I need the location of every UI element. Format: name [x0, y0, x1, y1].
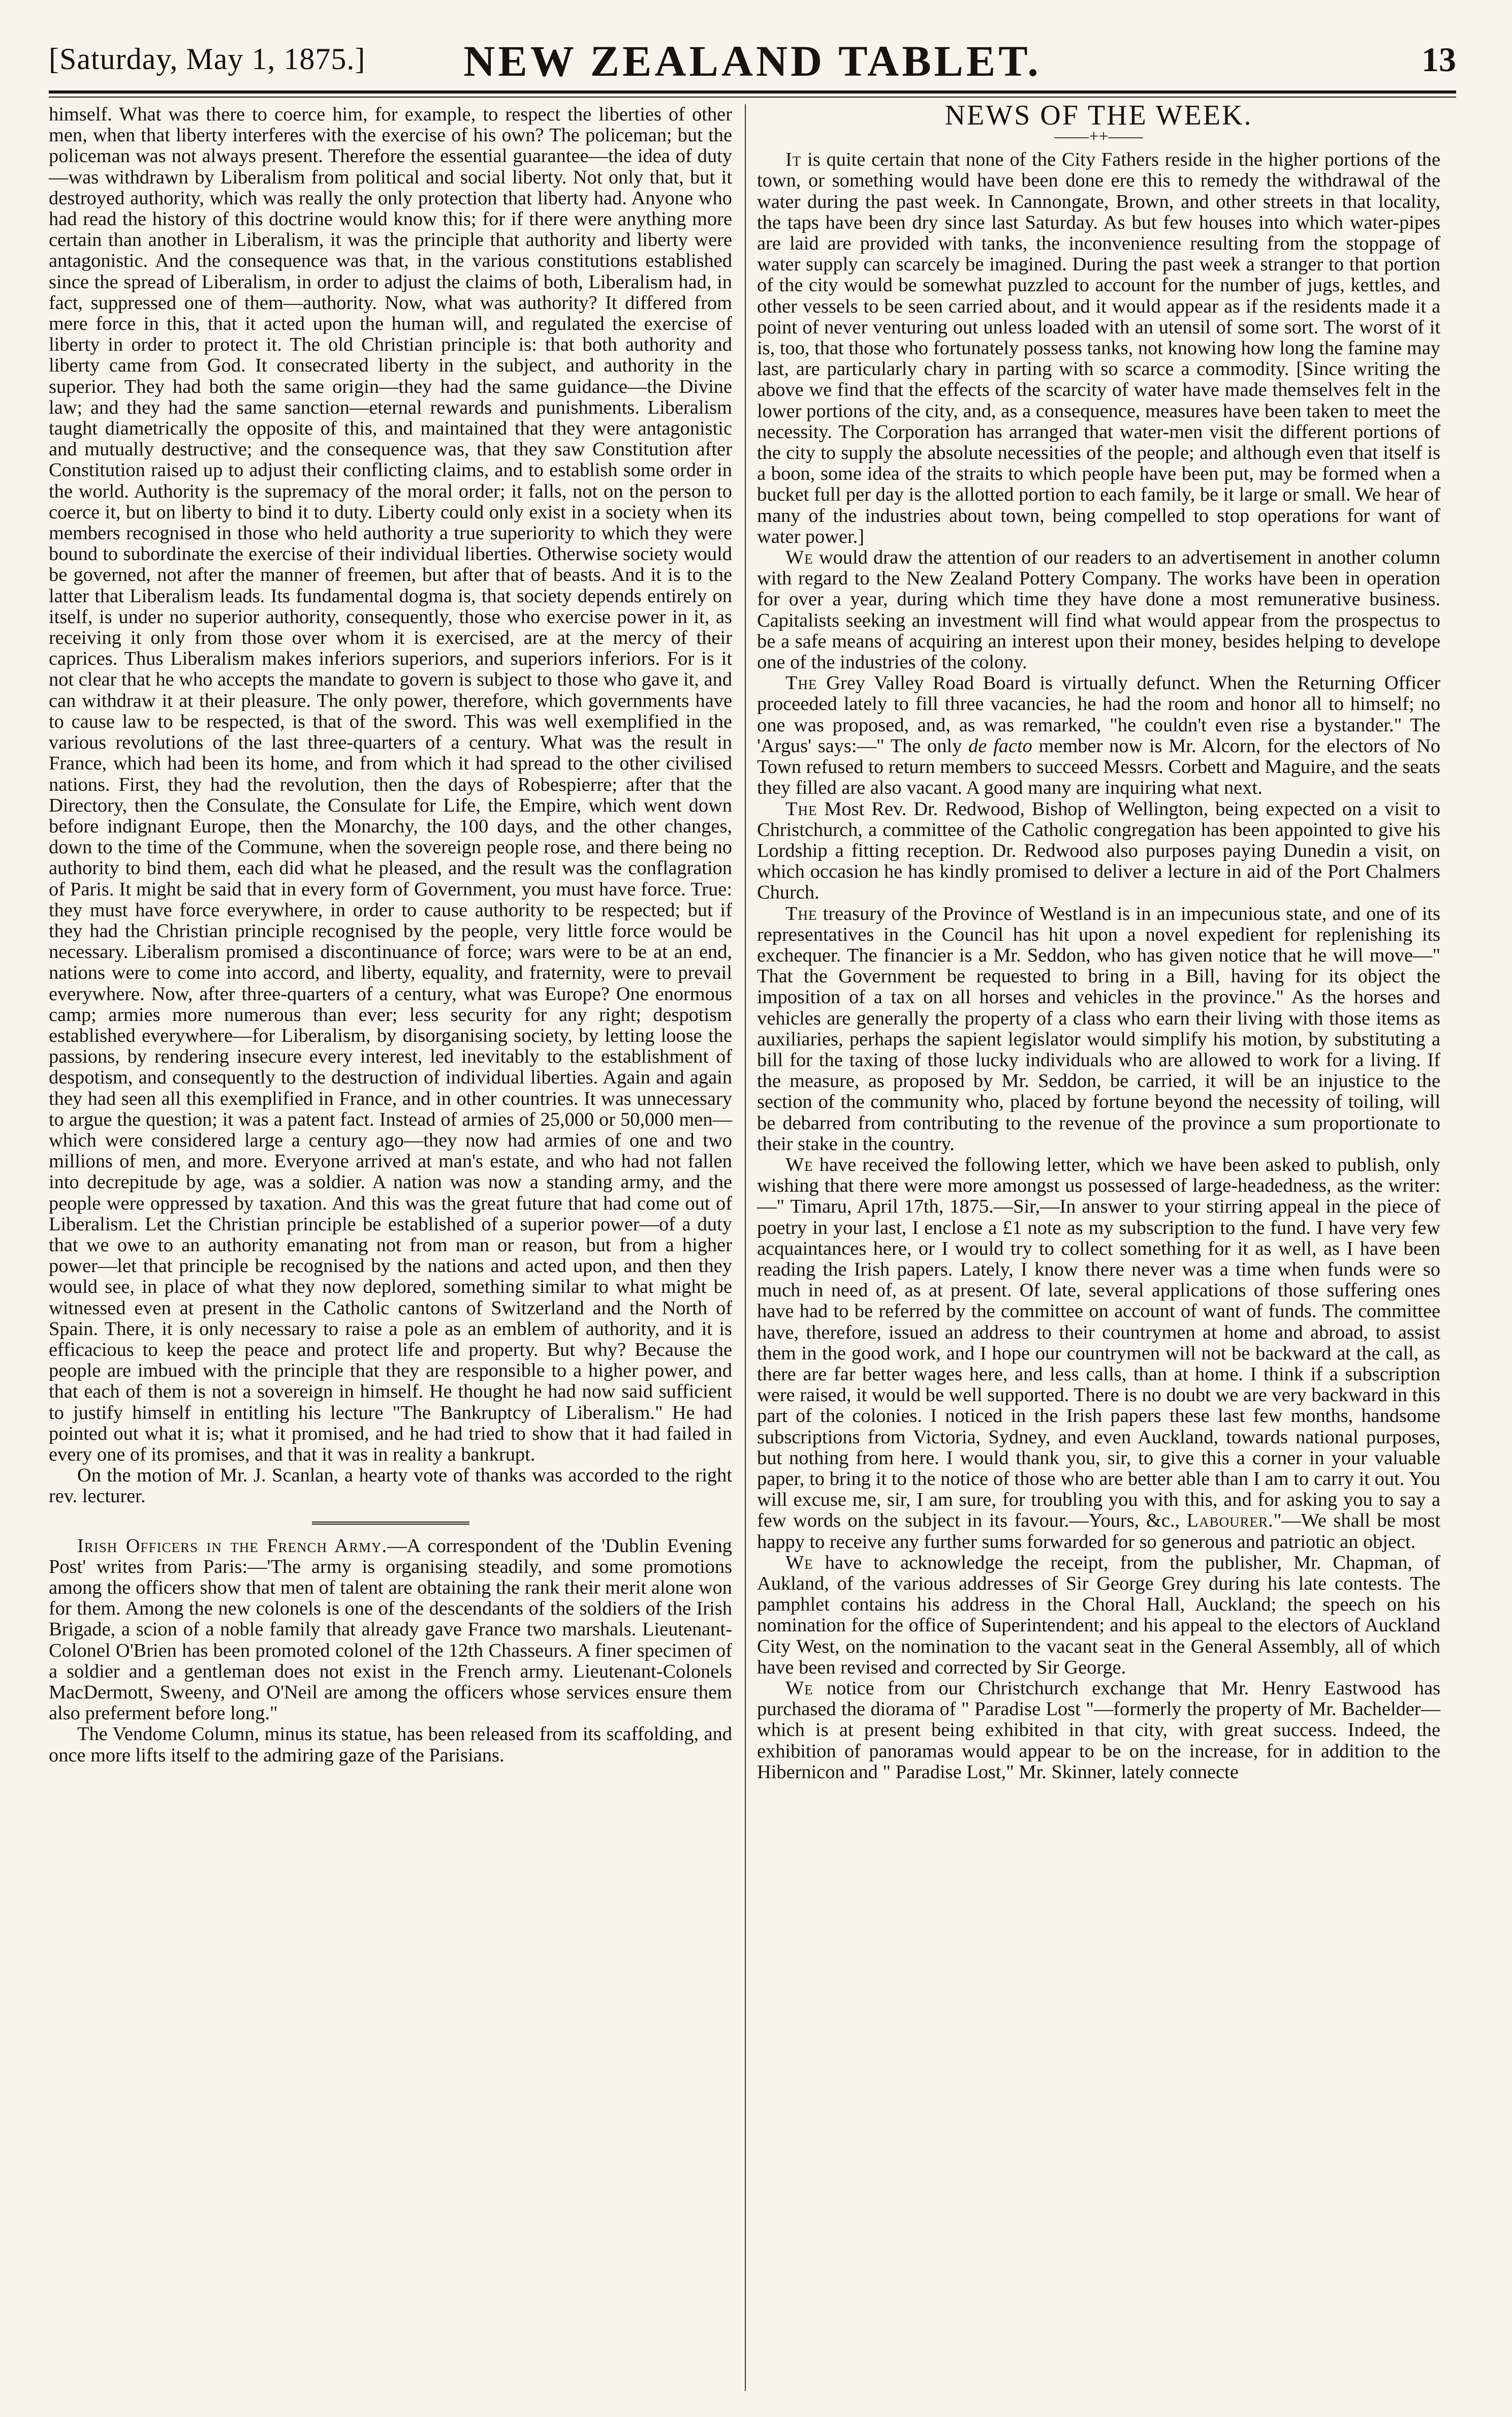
paragraph-italic: de facto — [968, 735, 1032, 757]
newspaper-title: NEW ZEALAND TABLET. — [463, 37, 1042, 85]
masthead — [49, 36, 1456, 97]
irish-officers-heading: Irish Officers in the French Army. — [77, 1535, 388, 1557]
paragraph-text: member now is Mr. Alcorn, for the electors of No Town refused to return members to succeed Messrs. Corbett and Maguire, and the seats they filled are also vacant. A good many are inquiring what next. — [757, 735, 1440, 799]
pottery-company-paragraph — [757, 547, 1440, 673]
lead-word: It — [785, 149, 802, 171]
section-divider — [312, 1522, 469, 1525]
paragraph-text: "—We shall be most happy to receive any further sums forwarded for so generous and patriotic an object. — [757, 1510, 1440, 1553]
lead-word: We — [785, 1154, 813, 1175]
lead-word: The — [785, 903, 817, 924]
masthead-rule — [49, 90, 1456, 94]
lead-word: We — [785, 1552, 813, 1573]
paragraph-text: Most Rev. Dr. Redwood, Bishop of Wellington, being expected on a visit to Christchurch, a committee of the Catholic congregation has been appointed to give his Lordship a fitting reception. Dr. Redwood also purposes paying Dunedin a visit, on which occasion he has kindly promised to deliver a lecture in aid of the Port Chalmers Church. — [757, 798, 1440, 904]
paragraph-text: would draw the attention of our readers to an advertisement in another column with regard to the New Zealand Pottery Company. The works have been in operation for over a year, during which time they have done a most remunerative business. Capitalists seeking an investment will find what would appear from the prospectus to be a safe means of acquiring an interest upon their money, besides helping to develope one of the industries of the colony. — [757, 547, 1440, 673]
paragraph-text: notice from our Christchurch exchange that Mr. Henry Eastwood has purchased the diorama of " Paradise Lost "—formerly the property of Mr. Bachelder— which is at present being exhibited in that city, with great success. Indeed, the exhibition of panoramas would appear to be on the increase, for in addition to the Hibernicon and " Paradise Lost," Mr. Skinner, lately connecte — [757, 1678, 1440, 1783]
paragraph-text: have to acknowledge the receipt, from the publisher, Mr. Chapman, of Aukland, of the various addresses of Sir George Grey during his late contests. The pamphlet contains his address in the Choral Hall, Auckland; the speech on his nomination for the office of Superintendent; and his appeal to the electors of Auckland City West, on the nomination to the vacant seat in the General Assembly, all of which have been revised and corrected by Sir George. — [757, 1552, 1440, 1678]
paradise-lost-diorama-paragraph — [757, 1678, 1440, 1783]
bishop-redwood-paragraph — [757, 799, 1440, 904]
paragraph-text: Grey Valley Road Board is virtually defunct. When the Returning Officer proceeded lately to fill three vacancies, he had the room and honor all to himself; no one was proposed, and, as was remarked, "he couldn't even rise a bystander." The 'Argus' says:—" The only — [757, 672, 1440, 757]
lead-word: We — [785, 547, 813, 569]
news-of-the-week-heading: NEWS OF THE WEEK. — [944, 100, 1253, 131]
vendome-column-paragraph: The Vendome Column, minus its statue, has been released from its scaffolding, and once more lifts itself to the admiring gaze of the Parisians. — [49, 1723, 732, 1766]
lead-word: The — [785, 672, 817, 694]
grey-valley-paragraph — [757, 673, 1440, 798]
timaru-letter-paragraph — [757, 1155, 1440, 1553]
irish-officers-paragraph — [49, 1536, 732, 1724]
chapman-pamphlet-paragraph — [757, 1553, 1440, 1678]
left-column — [49, 104, 732, 1766]
lecture-conclusion-paragraph: himself. What was there to coerce him, for example, to respect the liberties of other men, when that liberty interferes with the exercise of his own? The policeman; but the policeman was not always present. Therefore the essential guarantee—the idea of duty—was withdrawn by Liberalism from political and social liberty. Not only that, but it destroyed authority, which was really the only protection that liberty had. Anyone who had read the history of this doctrine would know this; for if there were anything more certain than another in Liberalism, it was the principle that authority and liberty were antagonistic. And the consequence was that, in the various constitutions established since the spread of Liberalism, in order to adjust the claims of both, Liberalism had, in fact, suppressed one of them—authority. Now, what was authority? It differed from mere force in this, that it acted upon the human will, and regulated the exercise of liberty in order to protect it. The old Christian principle is: that both authority and liberty came from God. It consecrated liberty in the subject, and authority in the superior. They had both the same origin—they had the same guidance—the Divine law; and they had the same sanction—eternal rewards and punishments. Liberalism taught diametrically the opposite of this, and maintained that they were antagonistic and mutually destructive; and the consequence was, that they saw Constitution after Constitution raised up to adjust their conflicting claims, and to establish some order in the world. Authority is the supremacy of the moral order; it falls, not on the person to coerce it, but on liberty to bind it to duty. Liberty could only exist in a society when its members recognised in those who held authority a true superiority to which they were bound to subordinate the exercise of their individual liberties. Otherwise society would be governed, not after the manner of freemen, but after that of beasts. And it is to the latter that Liberalism leads. Its fundamental dogma is, that society depends entirely on itself, is under no superior authority, consequently, those who exercise power in it, as receiving it only from those over whom it is exercised, are at the mercy of their caprices. Thus Liberalism makes inferiors superiors, and superiors inferiors. For is it not clear that he who accepts the mandate to govern is subject to those who gave it, and can withdraw it at their pleasure. The only power, therefore, which governments have to cause law to be respected, is that of the sword. This was well exemplified in the various revolutions of the last three-quarters of a century. What was the result in France, which had been its home, and from which it had spread to the other civilised nations. First, they had the revolution, then the days of Robespierre; after that the Directory, then the Consulate, the Consulate for Life, the Empire, which went down before indignant Europe, then the Monarchy, the 100 days, and the other changes, down to the time of the Commune, when the sovereign people rose, and there being no authority to bind them, each did what he pleased, and the result was the conflagration of Paris. It might be said that in every form of Government, you must have force. True: they must have force everywhere, in order to cause authority to be respected; but if they had the Christian principle recognised by the people, very little force would be necessary. Liberalism promised a discontinuance of force; wars were to be at an end, nations were to come into accord, and liberty, equality, and fraternity, were to prevail everywhere. Now, after three-quarters of a century, what was Europe? One enormous camp; armies more numerous than ever; less security for any right; despotism established everywhere—for Liberalism, by disorganising society, by letting loose the passions, by rendering insecure every interest, led inevitably to the establishment of despotism, and consequently to the destruction of individual liberties. Again and again they had seen all this exemplified in France, and in other countries. It was unnecessary to argue the question; it was a patent fact. Instead of armies of 25,000 or 50,000 men—which were considered large a century ago—they now had armies of one and two millions of men, and more. Everyone arrived at man's estate, and who had not fallen into decrepitude by age, was a soldier. A nation was now a standing army, and the people were oppressed by taxation. And this was the great future that had come out of Liberalism. Let the Christian principle be established of a superior power—of a duty that we owe to an authority emanating not from man or reason, but from a higher power—let that principle be recognised by the nations and acted upon, and then they would see, in place of what they now deplored, something similar to what might be witnessed even at present in the Catholic cantons of Switzerland and the North of Spain. There, it is only necessary to raise a pole as an emblem of authority, and it is efficacious to keep the peace and protect life and property. But why? Because the people are imbued with the principle that they are responsible to a higher power, and that each of them is not a sovereign in himself. He thought he had now said sufficient to justify himself in entitling his lecture "The Bankruptcy of Liberalism." He had pointed out what it is; what it promised, and he had tried to show that it had failed in every one of its promises, and that it was in reality a bankrupt. — [49, 104, 732, 1465]
lead-word: The — [785, 798, 817, 820]
masthead-rule-thin — [49, 97, 1456, 98]
irish-officers-body: —A correspondent of the 'Dublin Evening Post' writes from Paris:—'The army is organising steadily, and some promotions among the officers show that men of talent are obtaining the rank their merit alone won for them. Among the new colonels is one of the descendants of the soldiers of the Irish Brigade, a scion of a noble family that already gave France two marshals. Lieutenant-Colonel O'Brien has been promoted colonel of the 12th Chasseurs. A finer specimen of a soldier and a gentleman does not exist in the French army. Lieutenant-Colonels MacDermott, Sweeny, and O'Neil are among the officers whose services ensure them also preferment before long." — [49, 1535, 732, 1724]
paragraph-text: treasury of the Province of Westland is in an impecunious state, and one of its representatives in the Council has hit upon a novel expedient for replenishing its exchequer. The financier is a Mr. Seddon, who has given notice that he will move—" That the Government be requested to bring in a Bill, having for its object the imposition of a tax on all horses and vehicles in the province." As the horses and vehicles are generally the property of a class who earn their living with those items as auxiliaries, perhaps the sapient legislator would simplify his motion, by substituting a bill for the taxing of those lucky individuals who are allowed to work for a living. If the measure, as proposed by Mr. Seddon, be carried, it will be an injustice to the section of the community who, placed by fortune beyond the necessity of toiling, will be debarred from contributing to the revenue of the province a sum proportionate to their stake in the country. — [757, 903, 1440, 1155]
paragraph-text: have received the following letter, which we have been asked to publish, only wishing that there were more amongst us possessed of large-headedness, as the writer:—" Timaru, April 17th, 1875.—Sir,—In answer to your stirring appeal in the piece of poetry in your last, I enclose a £1 note as my subscription to the fund. I have very few acquaintances here, or I would try to collect something for it as well, as I have been reading the Irish papers. Lately, I know there never was a time when funds were so much in need of, as at present. Of late, several applications of those suffering ones have had to be referred by the committee on account of want of funds. The committee have, therefore, issued an address to their countrymen at home and abroad, to assist them in the good work, and I hope our countrymen will not be backward at the call, as there are far better wages here, and less calls, than at home. I think if a subscription were raised, it would be well supported. There is no doubt we are very backward in this part of the colonies. I noticed in the Irish papers these last few months, handsome subscriptions from Victoria, Sydney, and even Auckland, towards national purposes, but nothing from here. I would thank you, sir, to give this a corner in your valuable paper, to bring it to the notice of those who are better able than I am to carry it out. You will excuse me, sir, I am sure, for troubling you with this, and for asking you to say a few words on the subject in its favour.—Yours, &c., — [757, 1154, 1440, 1532]
vote-of-thanks-paragraph: On the motion of Mr. J. Scanlan, a hearty vote of thanks was accorded to the right rev. lecturer. — [49, 1465, 732, 1507]
lead-word: We — [785, 1678, 813, 1699]
heading-ornament: ——++—— — [1054, 127, 1143, 146]
water-supply-paragraph — [757, 149, 1440, 547]
paragraph-text: is quite certain that none of the City Fathers reside in the higher portions of the town, or something would have been done ere this to remedy the withdrawal of the water during the past week. In Cannongate, Brown, and other streets in that locality, the taps have been dry since last Saturday. As but few houses into which water-pipes are laid are provided with tanks, the inconvenience resulting from the stoppage of water supply can scarcely be imagined. During the past week a stranger to that portion of the city would be somewhat puzzled to account for the number of jugs, kettles, and other vessels to be seen carried about, and it would appear as if the residents made it a point of never venturing out unless loaded with an utensil of some sort. The worst of it is, too, that those who fortunately possess tanks, not knowing how long the famine may last, are particularly chary in parting with so scarce a commodity. [Since writing the above we find that the effects of the scarcity of water have made themselves felt in the lower portions of the city, and, as a consequence, measures have been taken to meet the necessity. The Corporation has arranged that water-men visit the different portions of the city to supply the absolute necessities of the people; and although even that itself is a boon, some idea of the straits to which people have been put, may be formed when a bucket full per day is the allotted portion to each family, be it large or small. We hear of many of the industries about town, being compelled to stop operations for want of water power.] — [757, 149, 1440, 547]
column-divider — [745, 104, 746, 2391]
right-column — [757, 100, 1440, 1783]
letter-signature: Labourer. — [1186, 1510, 1274, 1532]
page-number: 13 — [1422, 40, 1456, 79]
westland-treasury-paragraph — [757, 904, 1440, 1155]
issue-date: [Saturday, May 1, 1875.] — [49, 42, 366, 76]
